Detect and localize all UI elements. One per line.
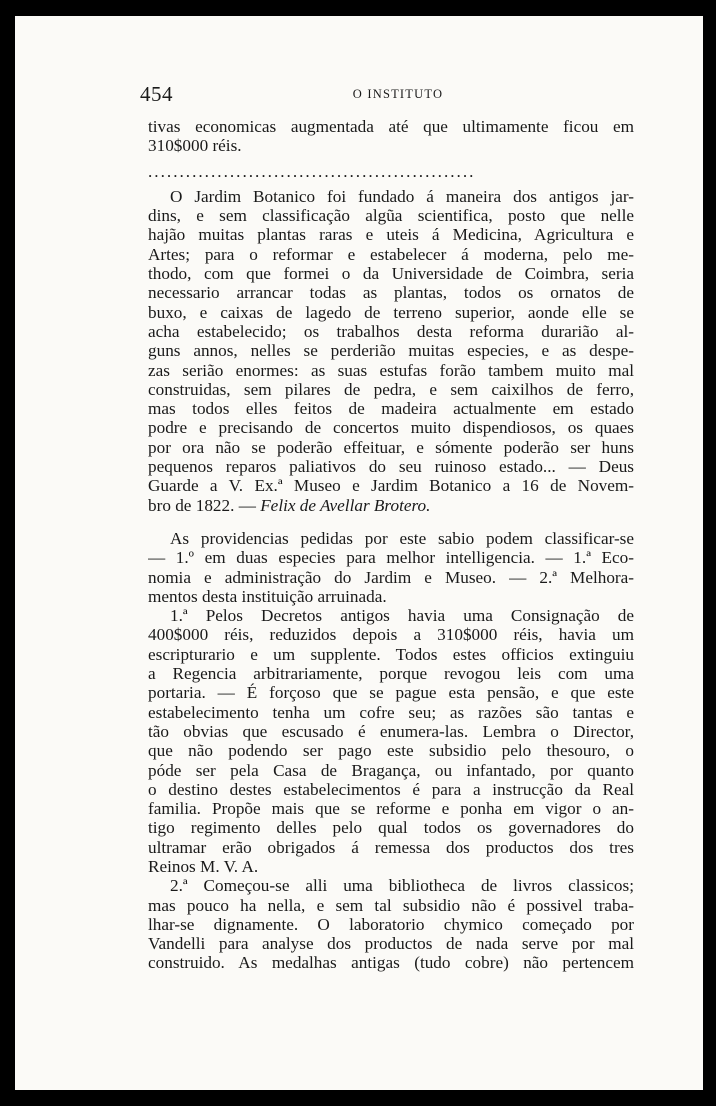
text-line: por ora não se poderão effeituar, e sómente poderão ser huns: [148, 437, 634, 457]
text-line: thodo, com que formei o da Universidade de Coimbra, seria: [148, 264, 634, 284]
text-line: Guarde a V. Ex.ª Museo e Jardim Botanico a 16 de Novem-: [148, 476, 634, 496]
text-line: hajão muitas plantas raras e uteis á Medicina, Agricultura e: [148, 225, 634, 245]
text-line: podre e precisando de concertos muito dispendiosos, os quaes: [148, 418, 634, 438]
text-line: ultramar erão obrigados á remessa dos productos dos tres: [148, 837, 634, 857]
text-line: estabelecimento tenha um cofre seu; as razões são tantas e: [148, 702, 634, 722]
paragraph-letter: [148, 187, 634, 515]
date-text: bro de 1822. —: [148, 495, 261, 515]
text-line: pequenos reparos paliativos do seu ruinoso estado... — Deus: [148, 457, 634, 477]
body-text: [148, 117, 634, 973]
text-line: nomia e administração do Jardim e Museo. — 2.ª Melhora-: [148, 567, 634, 587]
paragraph-providencias: [148, 529, 634, 606]
text-line: póde ser pela Casa de Bragança, ou infantado, por quanto: [148, 760, 634, 780]
text-line: portaria. — É forçoso que se pague esta pensão, e que este: [148, 683, 634, 703]
text-line-signature: [148, 496, 634, 515]
text-line: 1.ª Pelos Decretos antigos havia uma Consignação de: [170, 606, 634, 626]
text-line: construido. As medalhas antigas (tudo cobre) não pertencem: [148, 953, 634, 973]
text-line: mentos desta instituição arruinada.: [148, 586, 387, 606]
text-line: 400$000 réis, reduzidos depois a 310$000 réis, havia um: [148, 625, 634, 645]
text-line: As providencias pedidas por este sabio podem classificar-se: [170, 528, 634, 548]
text-line: 2.ª Começou-se alli uma bibliotheca de livros classicos;: [170, 876, 634, 896]
text-line: familia. Propõe mais que se reforme e ponha em vigor o an-: [148, 799, 634, 819]
text-line: tão obvias que escusado é enumera-las. Lembra o Director,: [148, 721, 634, 741]
text-line: Reinos M. V. A.: [148, 856, 259, 876]
paragraph-economia: [148, 606, 634, 876]
text-line: — 1.º em duas especies para melhor intelligencia. — 1.ª Eco-: [148, 548, 634, 568]
running-head: O INSTITUTO: [352, 87, 444, 101]
ellipsis-divider: ....................................................: [148, 161, 476, 181]
text-line: necessario arrancar todas as plantas, todos os ornatos de: [148, 283, 634, 303]
text-line: dins, e sem classificação algũa scientifica, posto que nelle: [148, 206, 634, 226]
text-line: mas todos elles feitos de madeira actualmente em estado: [148, 399, 634, 419]
text-line: Vandelli para analyse dos productos de nada serve por mal: [148, 934, 634, 954]
page-header: [140, 82, 644, 106]
text-line: tivas economicas augmentada até que ultimamente ficou em: [148, 117, 634, 136]
text-line: buxo, e caixas de lagedo de terreno superior, aonde elle se: [148, 302, 634, 322]
text-line: O Jardim Botanico foi fundado á maneira dos antigos jar-: [170, 186, 634, 206]
text-line: Artes; para o reformar e estabelecer á moderna, pelo me-: [148, 244, 634, 264]
text-line: tigo regimento delles pelo qual todos os governadores do: [148, 818, 634, 838]
text-line: zas serião enormes: as suas estufas forão tambem muito mal: [148, 360, 634, 380]
text-line: mas pouco ha nella, e sem tal subsidio não é possivel traba-: [148, 895, 634, 915]
paragraph-continuation: [148, 117, 634, 156]
text-line: o destino destes estabelecimentos é para a instrucção da Real: [148, 779, 634, 799]
text-line: guns annos, nelles se perderião muitas especies, e as despe-: [148, 341, 634, 361]
page-number: 454: [140, 82, 173, 106]
text-line: lhar-se dignamente. O laboratorio chymico começado por: [148, 914, 634, 934]
text-line: escripturario e um supplente. Todos estes officios extinguiu: [148, 644, 634, 664]
text-line: a Regencia arbitrariamente, porque revogou leis com uma: [148, 664, 634, 684]
text-line: construidas, sem pilares de pedra, e sem caixilhos de ferro,: [148, 379, 634, 399]
signature-name: Felix de Avellar Brotero.: [260, 495, 431, 515]
text-line: que não podendo ser pago este subsidio pelo thesouro, o: [148, 741, 634, 761]
text-line: acha estabelecido; os trabalhos desta reforma durarião al-: [148, 321, 634, 341]
paragraph-melhoramentos: [148, 876, 634, 972]
text-line: 310$000 réis.: [148, 136, 242, 156]
